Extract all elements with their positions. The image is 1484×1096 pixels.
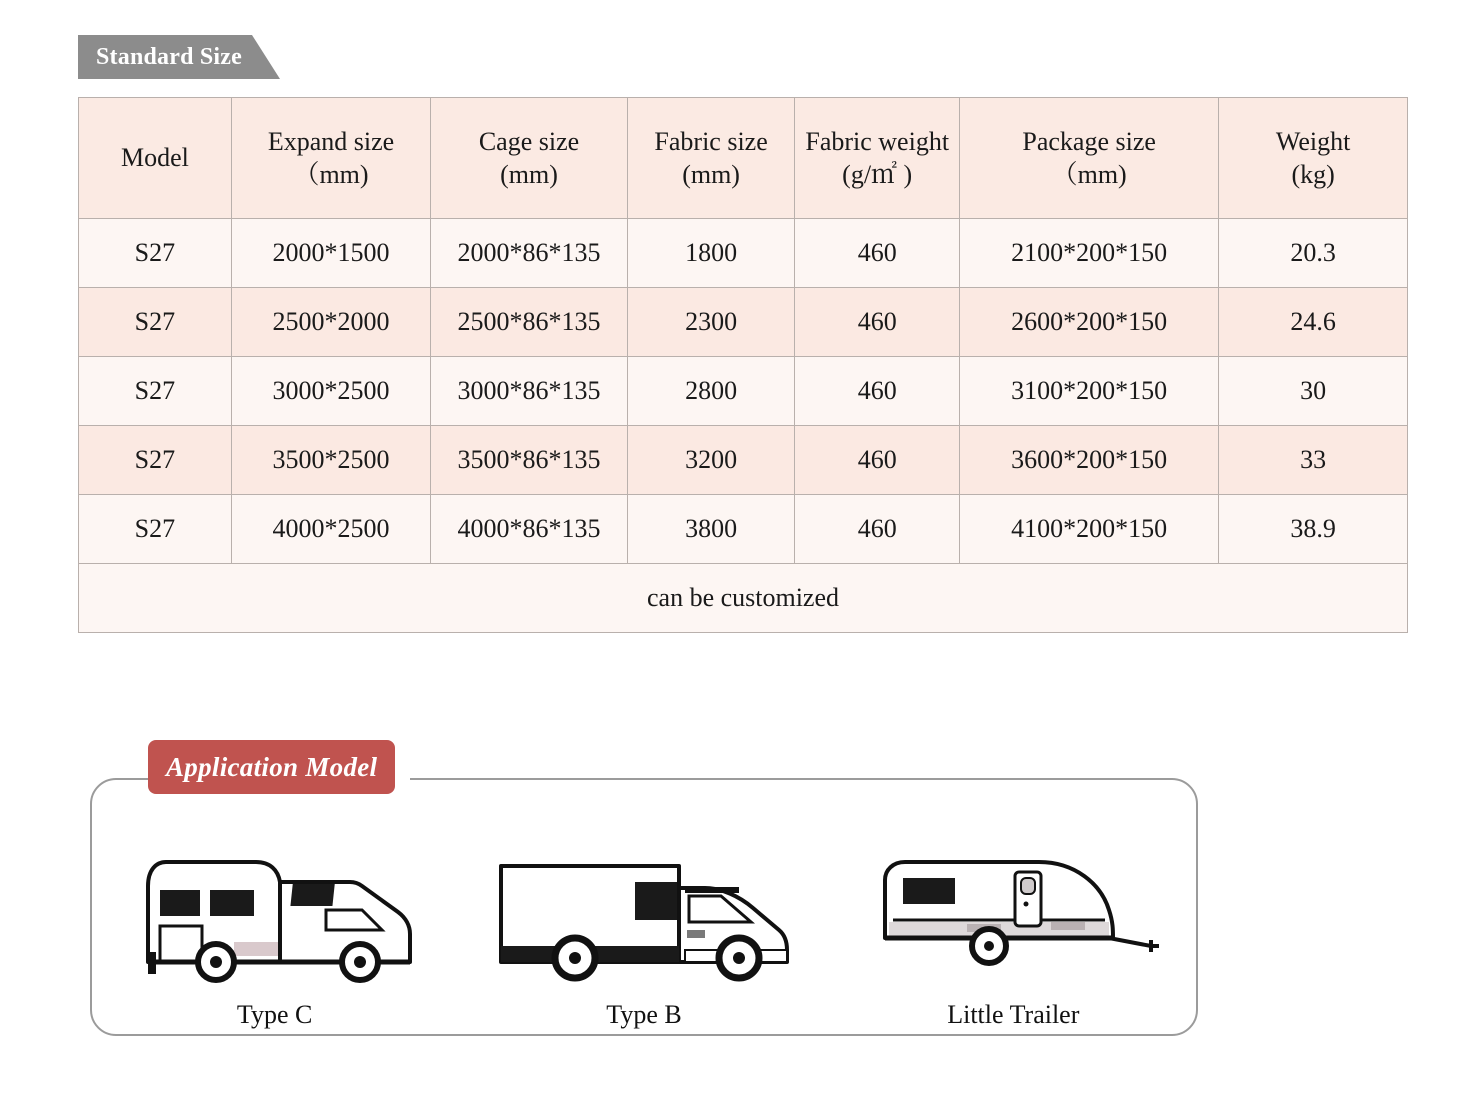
cell-package-size: 3600*200*150: [960, 426, 1219, 495]
standard-size-banner: [78, 35, 280, 79]
customization-note: can be customized: [79, 564, 1408, 633]
column-header-fabric-weight-line1: Fabric weight: [805, 126, 950, 156]
cell-model: S27: [79, 426, 232, 495]
standard-size-table: [78, 97, 1408, 633]
column-header-model: [79, 98, 232, 219]
cell-fabric-weight: 460: [795, 495, 960, 564]
column-header-cage-size-line1: Cage size: [478, 126, 580, 156]
cell-model: S27: [79, 495, 232, 564]
little-trailer-icon: [848, 834, 1178, 994]
cell-package-size: 2600*200*150: [960, 288, 1219, 357]
table-row: [79, 426, 1408, 495]
cell-fabric-weight: 460: [795, 219, 960, 288]
application-model-caption: Type B: [606, 1000, 682, 1029]
column-header-fabric-weight: [795, 98, 960, 219]
application-model-item-type-b: [479, 834, 809, 1030]
cell-fabric-weight: 460: [795, 288, 960, 357]
cell-weight: 38.9: [1219, 495, 1408, 564]
table-header-row: [79, 98, 1408, 219]
column-header-expand-size-line1: Expand size: [267, 126, 395, 156]
table-row: [79, 288, 1408, 357]
cell-model: S27: [79, 288, 232, 357]
application-model-label: Application Model: [148, 740, 395, 794]
application-model-item-little-trailer: [848, 834, 1178, 1030]
cell-expand-size: 4000*2500: [231, 495, 430, 564]
table-row: [79, 357, 1408, 426]
cell-cage-size: 3000*86*135: [431, 357, 628, 426]
cell-package-size: 3100*200*150: [960, 357, 1219, 426]
cell-fabric-size: 1800: [627, 219, 794, 288]
cell-weight: 33: [1219, 426, 1408, 495]
cell-fabric-size: 2300: [627, 288, 794, 357]
column-header-expand-size: [231, 98, 430, 219]
column-header-fabric-weight-line2: (g/㎡ ): [842, 160, 913, 189]
van-type-b-icon: [479, 834, 809, 994]
application-model-caption: Type C: [236, 1000, 313, 1029]
standard-size-banner-label: Standard Size: [78, 35, 280, 79]
cell-weight: 20.3: [1219, 219, 1408, 288]
table-row: [79, 219, 1408, 288]
cell-expand-size: 3500*2500: [231, 426, 430, 495]
cell-model: S27: [79, 357, 232, 426]
cell-cage-size: 4000*86*135: [431, 495, 628, 564]
column-header-package-size: [960, 98, 1219, 219]
column-header-cage-size-line2: (mm): [500, 160, 558, 189]
column-header-fabric-size-line1: Fabric size: [654, 126, 768, 156]
column-header-package-size-line1: Package size: [1022, 126, 1156, 156]
cell-package-size: 4100*200*150: [960, 495, 1219, 564]
application-model-list: [90, 800, 1198, 1030]
column-header-fabric-size-line2: (mm): [682, 160, 740, 189]
cell-fabric-size: 3800: [627, 495, 794, 564]
cell-model: S27: [79, 219, 232, 288]
column-header-expand-size-line2: （mm): [293, 160, 369, 189]
cell-fabric-size: 2800: [627, 357, 794, 426]
column-header-fabric-size: [627, 98, 794, 219]
column-header-weight: [1219, 98, 1408, 219]
cell-expand-size: 2000*1500: [231, 219, 430, 288]
column-header-weight-line2: (kg): [1291, 160, 1335, 189]
table-footer-row: [79, 564, 1408, 633]
column-header-model-line1: Model: [120, 143, 189, 173]
cell-expand-size: 3000*2500: [231, 357, 430, 426]
cell-fabric-weight: 460: [795, 426, 960, 495]
motorhome-type-c-icon: [110, 834, 440, 994]
cell-weight: 30: [1219, 357, 1408, 426]
cell-fabric-size: 3200: [627, 426, 794, 495]
cell-package-size: 2100*200*150: [960, 219, 1219, 288]
application-model-item-type-c: [110, 834, 440, 1030]
application-model-caption: Little Trailer: [947, 1000, 1080, 1029]
cell-cage-size: 2000*86*135: [431, 219, 628, 288]
column-header-cage-size: [431, 98, 628, 219]
cell-cage-size: 2500*86*135: [431, 288, 628, 357]
table-row: [79, 495, 1408, 564]
cell-cage-size: 3500*86*135: [431, 426, 628, 495]
standard-size-table-container: [78, 97, 1408, 633]
cell-fabric-weight: 460: [795, 357, 960, 426]
column-header-package-size-line2: （mm): [1051, 160, 1127, 189]
cell-weight: 24.6: [1219, 288, 1408, 357]
cell-expand-size: 2500*2000: [231, 288, 430, 357]
column-header-weight-line1: Weight: [1275, 126, 1351, 156]
